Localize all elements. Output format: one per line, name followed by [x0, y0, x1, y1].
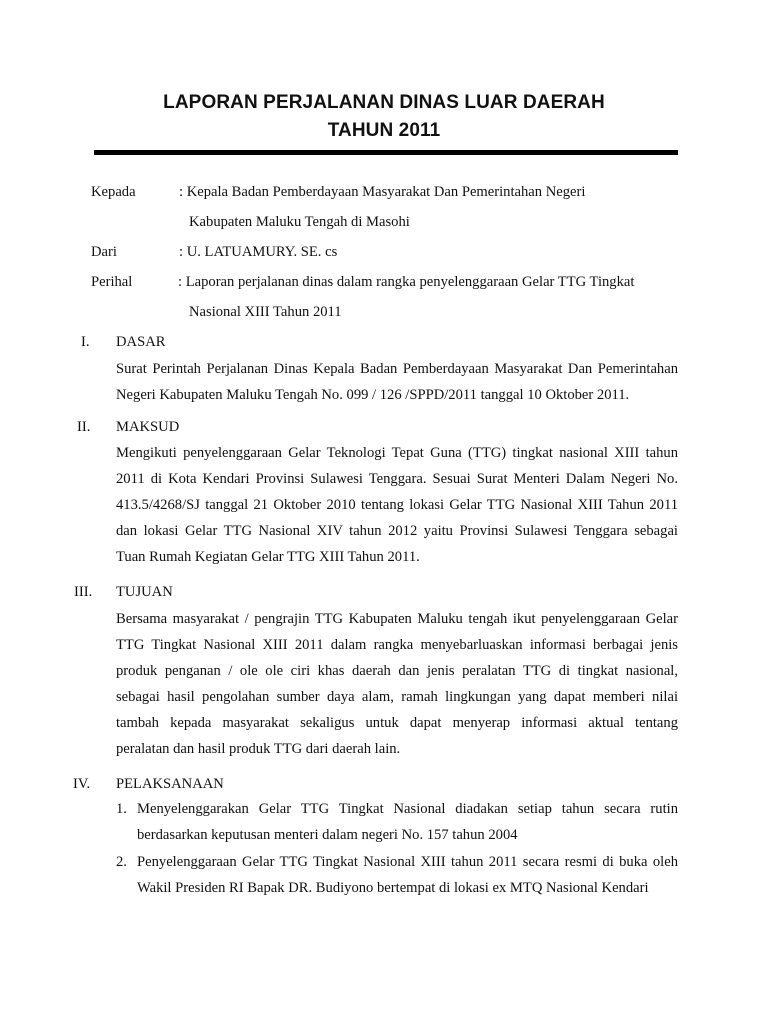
section-number: III. [74, 584, 93, 600]
section-number: II. [77, 419, 91, 435]
section-line: produk penganan / ole ole ciri khas daerah dan jenis peralatan TTG di tingkat nasional, [116, 663, 678, 679]
section-heading: MAKSUD [116, 419, 180, 435]
section-line: Mengikuti penyelenggaraan Gelar Teknologi Tepat Guna (TTG) tingkat nasional XIII tahun [116, 445, 678, 461]
section-number: IV. [73, 776, 91, 792]
kepada-label: Kepada [91, 184, 136, 200]
list-item: Menyelenggarakan Gelar TTG Tingkat Nasional diadakan setiap tahun secara rutin [137, 801, 678, 817]
list-item: Wakil Presiden RI Bapak DR. Budiyono bertempat di lokasi ex MTQ Nasional Kendari [137, 880, 649, 896]
perihal-value: : Laporan perjalanan dinas dalam rangka penyelenggaraan Gelar TTG Tingkat [178, 274, 635, 290]
kepada-value-cont: Kabupaten Maluku Tengah di Masohi [189, 214, 410, 230]
perihal-label: Perihal [91, 274, 133, 290]
section-line: Bersama masyarakat / pengrajin TTG Kabupaten Maluku tengah ikut penyelenggaraan Gelar [116, 611, 678, 627]
list-item-marker: 1. [116, 801, 127, 817]
section-line: 2011 di Kota Kendari Provinsi Sulawesi Tenggara. Sesuai Surat Menteri Dalam Negeri No. [116, 471, 678, 487]
section-heading: TUJUAN [116, 584, 173, 600]
list-item-marker: 2. [116, 854, 127, 870]
dari-value: : U. LATUAMURY. SE. cs [179, 244, 338, 260]
section-line: tambah kepada masyarakat sekaligus untuk dapat menyerap informasi aktual tentang [116, 715, 678, 731]
title-divider [94, 150, 678, 155]
section-line: 413.5/4268/SJ tanggal 21 Oktober 2010 tentang lokasi Gelar TTG Nasional XIII Tahun 2011 [116, 497, 678, 513]
list-item: berdasarkan keputusan menteri dalam negeri No. 157 tahun 2004 [137, 827, 518, 843]
section-number: I. [81, 334, 90, 350]
dari-label: Dari [91, 244, 117, 260]
section-line: sebagai hasil pengolahan sumber daya alam, ramah lingkungan yang dapat memberi nilai [116, 689, 678, 705]
section-line: TTG Tingkat Nasional XIII 2011 dalam rangka menyebarluaskan informasi berbagai jenis [116, 637, 678, 653]
section-line: peralatan dan hasil produk TTG dari daerah lain. [116, 741, 401, 757]
section-line: Tuan Rumah Kegiatan Gelar TTG XIII Tahun 2011. [116, 549, 420, 565]
section-line: Negeri Kabupaten Maluku Tengah No. 099 / 126 /SPPD/2011 tanggal 10 Oktober 2011. [116, 387, 630, 403]
list-item: Penyelenggaraan Gelar TTG Tingkat Nasional XIII tahun 2011 secara resmi di buka oleh [137, 854, 678, 870]
section-line: Surat Perintah Perjalanan Dinas Kepala Badan Pemberdayaan Masyarakat Dan Pemerintahan [116, 361, 678, 377]
section-heading: PELAKSANAAN [116, 776, 224, 792]
section-line: dan lokasi Gelar TTG Nasional XIV tahun 2012 yaitu Provinsi Sulawesi Tenggara sebagai [116, 523, 678, 539]
section-heading: DASAR [116, 334, 166, 350]
document-title-year: TAHUN 2011 [327, 120, 441, 141]
kepada-value: : Kepala Badan Pemberdayaan Masyarakat Dan Pemerintahan Negeri [179, 184, 586, 200]
document-title: LAPORAN PERJALANAN DINAS LUAR DAERAH [163, 92, 605, 113]
perihal-value-cont: Nasional XIII Tahun 2011 [189, 304, 342, 320]
